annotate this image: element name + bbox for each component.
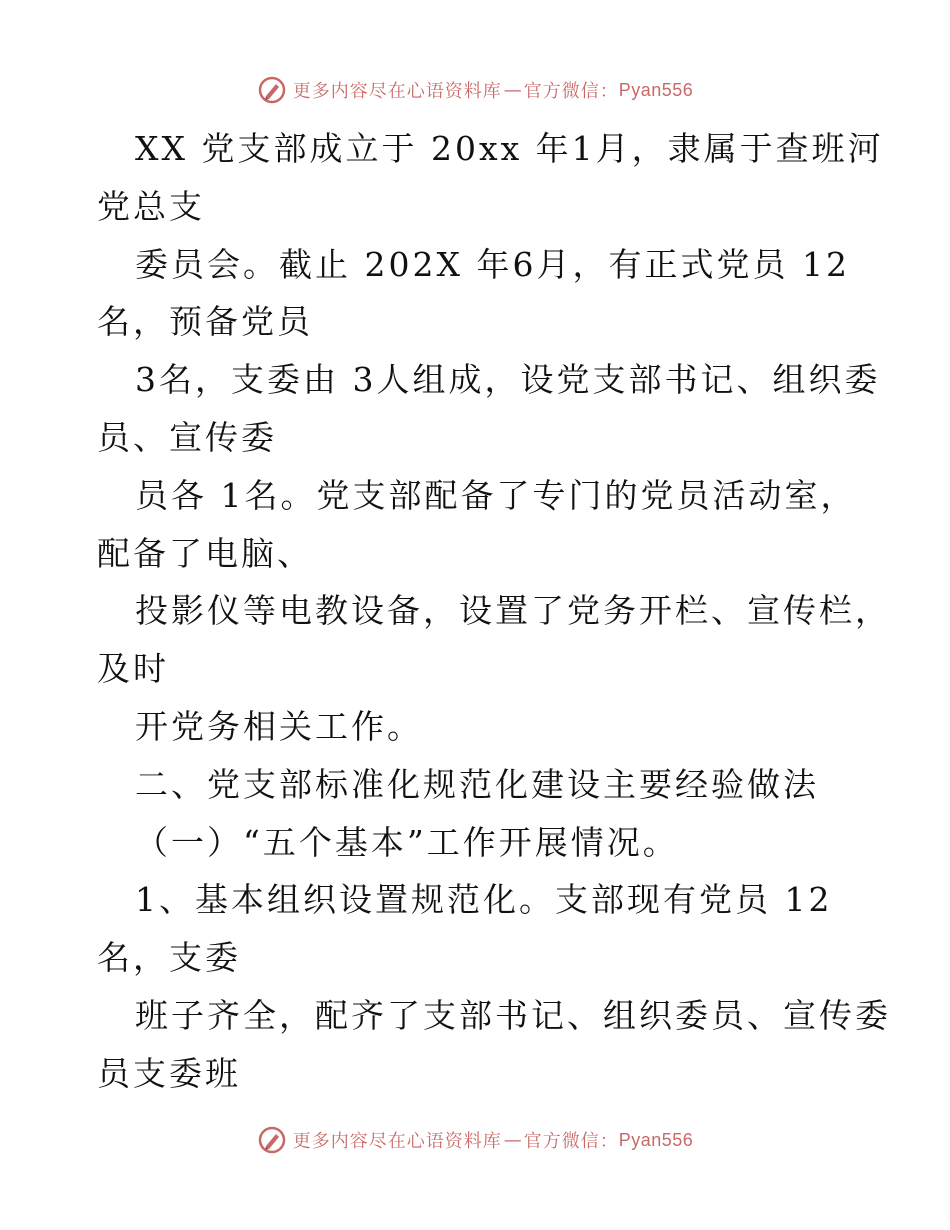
- text-line: 3名，支委由 3人组成，设党支部书记、组织委: [135, 360, 881, 400]
- header-watermark: [0, 70, 950, 110]
- pen-logo-icon: [257, 1125, 287, 1155]
- text-line: 员支委班: [97, 1053, 241, 1093]
- watermark-wechat-id: Pyan556: [618, 79, 694, 100]
- text-line: 开党务相关工作。: [135, 706, 423, 746]
- text-line: 委员会。截止 202X 年6月，有正式党员 12: [135, 244, 850, 284]
- text-line: 投影仪等电教设备，设置了党务开栏、宣传栏，: [135, 591, 891, 631]
- text-line: 员、宣传委: [97, 417, 277, 457]
- text-line: （一）“五个基本”工作开展情况。: [135, 822, 679, 862]
- text-line: 二、党支部标准化规范化建设主要经验做法: [135, 764, 819, 804]
- footer-watermark: [0, 1120, 950, 1160]
- text-line: 员各 1名。党支部配备了专门的党员活动室，: [135, 475, 857, 515]
- pen-logo-icon: [257, 75, 287, 105]
- watermark-wechat-label: 官方微信：: [523, 81, 619, 102]
- watermark-text: 更多内容尽在心语资料库: [292, 1131, 502, 1152]
- text-line: 1、基本组织设置规范化。支部现有党员 12: [135, 880, 833, 920]
- text-line: 配备了电脑、: [97, 533, 313, 573]
- watermark-wechat-id: Pyan556: [618, 1129, 694, 1150]
- text-line: 名，支委: [97, 938, 241, 978]
- text-line: 党总支: [97, 186, 205, 226]
- watermark-wechat-label: 官方微信：: [523, 1131, 619, 1152]
- watermark-dash: —: [503, 79, 522, 101]
- watermark-text: 更多内容尽在心语资料库: [292, 81, 502, 102]
- watermark-dash: —: [503, 1129, 522, 1151]
- text-line: 班子齐全，配齐了支部书记、组织委员、宣传委: [135, 995, 891, 1035]
- text-line: 名，预备党员: [97, 302, 313, 342]
- text-line: 及时: [97, 649, 169, 689]
- document-body: [97, 120, 891, 1103]
- text-line: XX 党支部成立于 20xx 年1月，隶属于查班河: [135, 129, 884, 168]
